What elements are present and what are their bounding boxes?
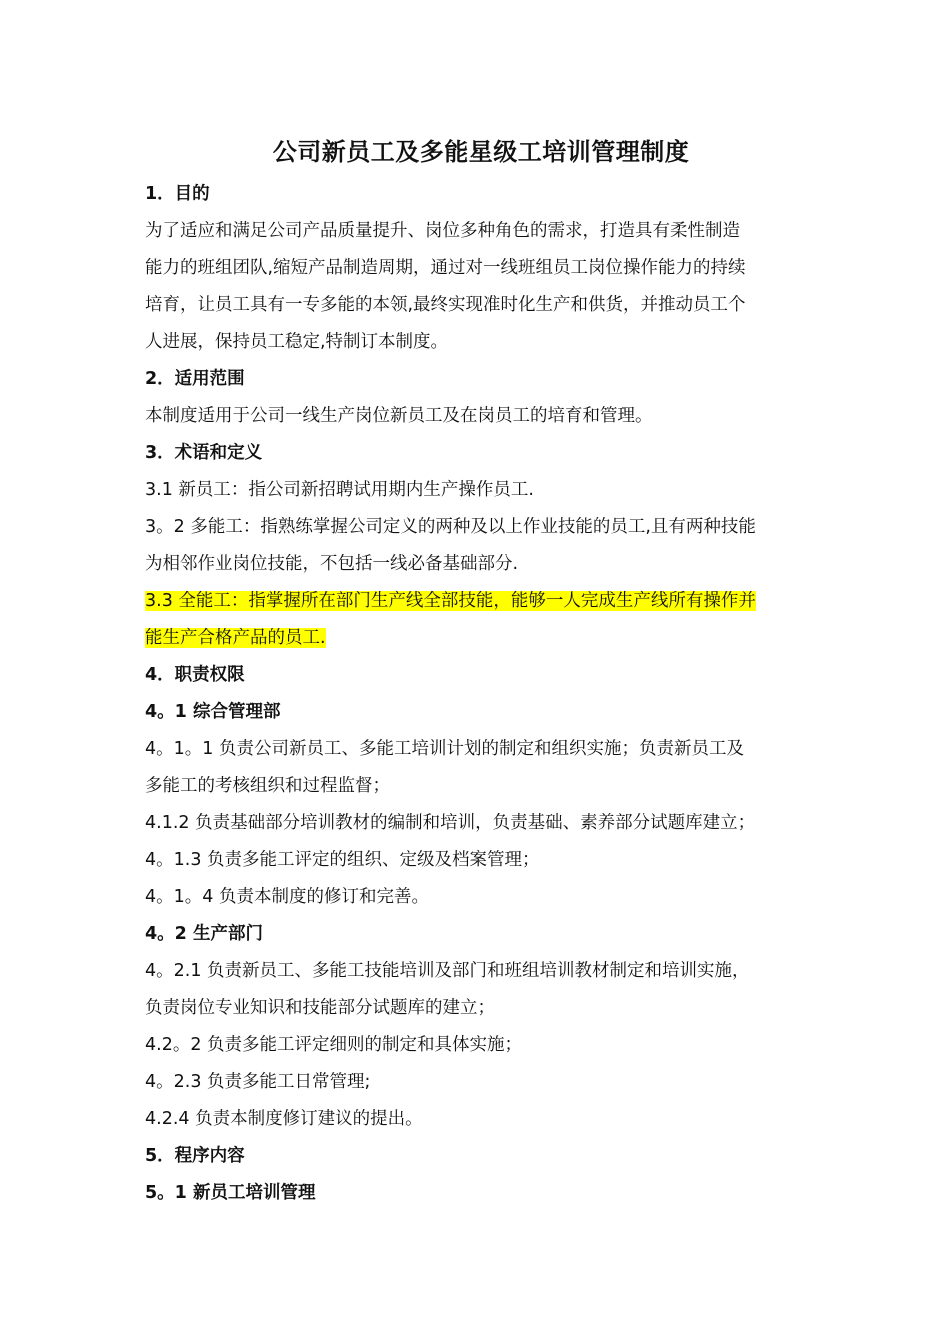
line-text: 4．职责权限 bbox=[145, 665, 245, 685]
line-text: 4.2.4 负责本制度修订建议的提出。 bbox=[145, 1109, 423, 1129]
line-text: 2．适用范围 bbox=[145, 369, 245, 389]
section-heading bbox=[145, 435, 817, 472]
document-lines bbox=[145, 176, 817, 1212]
line-text: 培育，让员工具有一专多能的本领,最终实现准时化生产和供货，并推动员工个 bbox=[145, 295, 746, 315]
line-text: 负责岗位专业知识和技能部分试题库的建立； bbox=[145, 998, 495, 1018]
paragraph-line bbox=[145, 805, 817, 842]
line-text: 5。1 新员工培训管理 bbox=[145, 1183, 316, 1203]
line-text: 3。2 多能工：指熟练掌握公司定义的两种及以上作业技能的员工,且有两种技能 bbox=[145, 517, 756, 537]
line-text: 为了适应和满足公司产品质量提升、岗位多种角色的需求，打造具有柔性制造 bbox=[145, 221, 740, 241]
line-text: 4。1.3 负责多能工评定的组织、定级及档案管理； bbox=[145, 850, 540, 870]
document-title: 公司新员工及多能星级工培训管理制度 bbox=[272, 138, 690, 166]
paragraph-line bbox=[145, 990, 817, 1027]
paragraph-line bbox=[145, 250, 817, 287]
line-text: 4。2 生产部门 bbox=[145, 924, 263, 944]
line-text: 4.1.2 负责基础部分培训教材的编制和培训，负责基础、素养部分试题库建立； bbox=[145, 813, 756, 833]
line-text: 4。2.1 负责新员工、多能工技能培训及部门和班组培训教材制定和培训实施， bbox=[145, 961, 750, 981]
line-text: 为相邻作业岗位技能，不包括一线必备基础部分. bbox=[145, 554, 519, 574]
line-text: 4。1 综合管理部 bbox=[145, 702, 281, 722]
paragraph-line bbox=[145, 620, 817, 657]
line-text: 能力的班组团队,缩短产品制造周期，通过对一线班组员工岗位操作能力的持续 bbox=[145, 258, 746, 278]
line-text: 3.1 新员工：指公司新招聘试用期内生产操作员工. bbox=[145, 480, 534, 500]
paragraph-line bbox=[145, 731, 817, 768]
line-text: 3．术语和定义 bbox=[145, 443, 263, 463]
document-body bbox=[145, 128, 817, 1212]
line-text: 1．目的 bbox=[145, 184, 210, 204]
section-heading bbox=[145, 916, 817, 953]
paragraph-line bbox=[145, 287, 817, 324]
paragraph-line bbox=[145, 842, 817, 879]
paragraph-line bbox=[145, 509, 817, 546]
paragraph-line bbox=[145, 879, 817, 916]
section-heading bbox=[145, 361, 817, 398]
line-text: 本制度适用于公司一线生产岗位新员工及在岗员工的培育和管理。 bbox=[145, 406, 653, 426]
paragraph-line bbox=[145, 213, 817, 250]
paragraph-line bbox=[145, 472, 817, 509]
line-text: 4。1。1 负责公司新员工、多能工培训计划的制定和组织实施；负责新员工及 bbox=[145, 739, 744, 759]
paragraph-line bbox=[145, 324, 817, 361]
line-text: 3.3 全能工：指掌握所在部门生产线全部技能，能够一人完成生产线所有操作并 bbox=[145, 591, 756, 611]
paragraph-line bbox=[145, 953, 817, 990]
line-text: 5．程序内容 bbox=[145, 1146, 245, 1166]
paragraph-line bbox=[145, 1064, 817, 1101]
paragraph-line bbox=[145, 398, 817, 435]
line-text: 4。1。4 负责本制度的修订和完善。 bbox=[145, 887, 429, 907]
paragraph-line bbox=[145, 546, 817, 583]
section-heading bbox=[145, 1175, 817, 1212]
paragraph-line bbox=[145, 768, 817, 805]
paragraph-line bbox=[145, 1027, 817, 1064]
line-text: 4.2。2 负责多能工评定细则的制定和具体实施； bbox=[145, 1035, 523, 1055]
line-text: 多能工的考核组织和过程监督； bbox=[145, 776, 390, 796]
paragraph-line bbox=[145, 583, 817, 620]
section-heading bbox=[145, 694, 817, 731]
line-text: 4。2.3 负责多能工日常管理; bbox=[145, 1072, 371, 1092]
section-heading bbox=[145, 1138, 817, 1175]
section-heading bbox=[145, 176, 817, 213]
paragraph-line bbox=[145, 1101, 817, 1138]
section-heading bbox=[145, 657, 817, 694]
line-text: 能生产合格产品的员工. bbox=[145, 628, 326, 648]
line-text: 人进展，保持员工稳定,特制订本制度。 bbox=[145, 332, 449, 352]
